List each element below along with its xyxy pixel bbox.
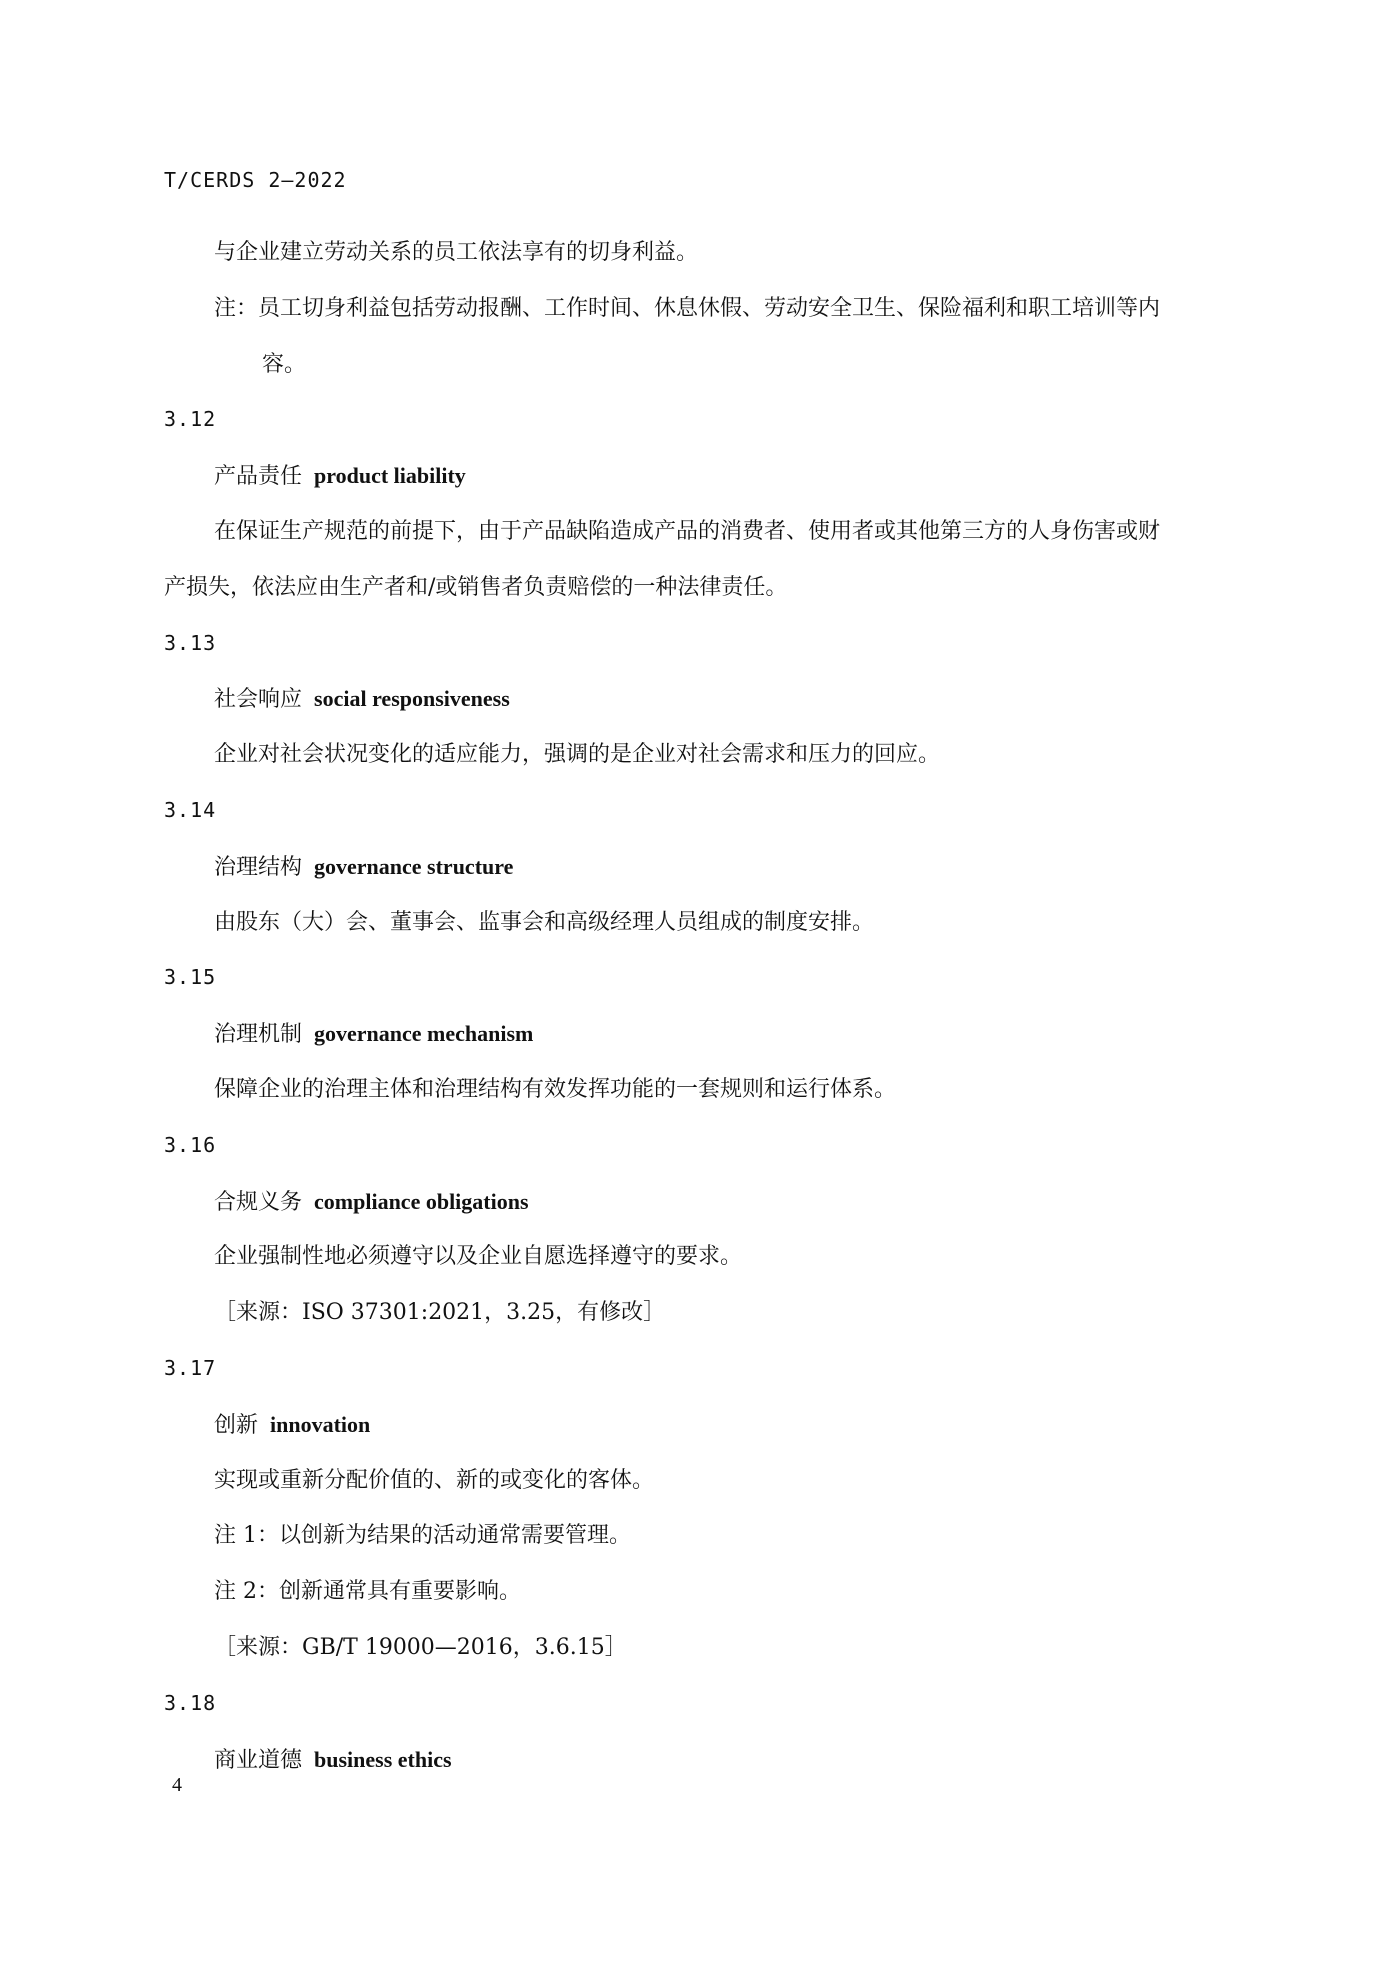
- term-name-en: business ethics: [314, 1747, 452, 1772]
- term-number: 3.17: [164, 1356, 217, 1380]
- term-name-zh: 产品责任: [214, 464, 303, 489]
- term-name-en: innovation: [270, 1412, 371, 1437]
- body-paragraph: 由股东（大）会、董事会、监事会和高级经理人员组成的制度安排。: [214, 910, 875, 935]
- body-paragraph: 保障企业的治理主体和治理结构有效发挥功能的一套规则和运行体系。: [214, 1077, 897, 1102]
- body-paragraph: 企业对社会状况变化的适应能力，强调的是企业对社会需求和压力的回应。: [214, 742, 941, 767]
- term-number: 3.15: [164, 965, 217, 989]
- term-heading: [214, 465, 466, 488]
- term-name-en: compliance obligations: [314, 1189, 529, 1214]
- body-paragraph: ［来源：GB/T 19000—2016，3.6.15］: [214, 1635, 627, 1660]
- note-text-continuation: 容。: [262, 352, 307, 377]
- term-number: 3.12: [164, 407, 217, 431]
- term-name-en: governance mechanism: [314, 1021, 534, 1046]
- term-heading: [214, 688, 510, 711]
- body-paragraph: 实现或重新分配价值的、新的或变化的客体。: [214, 1468, 655, 1493]
- term-number: 3.13: [164, 631, 217, 655]
- term-heading: [214, 1749, 452, 1772]
- page-number: 4: [172, 1774, 182, 1796]
- term-heading: [214, 1023, 533, 1046]
- body-paragraph: 注 2：创新通常具有重要影响。: [214, 1579, 521, 1604]
- term-name-zh: 社会响应: [214, 687, 303, 712]
- term-number: 3.16: [164, 1133, 217, 1157]
- term-name-en: governance structure: [314, 854, 514, 879]
- term-number: 3.14: [164, 798, 217, 822]
- body-paragraph: ［来源：ISO 37301:2021，3.25，有修改］: [214, 1300, 666, 1325]
- header-doc-code: T/CERDS 2—2022: [164, 168, 347, 192]
- body-paragraph-continuation: 产损失，依法应由生产者和/或销售者负责赔偿的一种法律责任。: [164, 575, 788, 600]
- term-number: 3.18: [164, 1691, 217, 1715]
- body-paragraph: 在保证生产规范的前提下，由于产品缺陷造成产品的消费者、使用者或其他第三方的人身伤害或财: [214, 519, 1161, 544]
- term-name-en: social responsiveness: [314, 686, 510, 711]
- term-name-zh: 治理机制: [214, 1022, 303, 1047]
- body-paragraph: 企业强制性地必须遵守以及企业自愿选择遵守的要求。: [214, 1244, 743, 1269]
- term-heading: [214, 1414, 370, 1437]
- term-heading: [214, 856, 513, 879]
- term-name-en: product liability: [314, 463, 466, 488]
- term-name-zh: 商业道德: [214, 1748, 303, 1773]
- term-name-zh: 合规义务: [214, 1190, 303, 1215]
- body-paragraph: 与企业建立劳动关系的员工依法享有的切身利益。: [214, 240, 699, 265]
- term-name-zh: 治理结构: [214, 855, 303, 880]
- body-paragraph: 注 1：以创新为结果的活动通常需要管理。: [214, 1523, 631, 1548]
- term-heading: [214, 1191, 529, 1214]
- note-text: 注：员工切身利益包括劳动报酬、工作时间、休息休假、劳动安全卫生、保险福利和职工培训等内: [214, 296, 1161, 321]
- term-name-zh: 创新: [214, 1413, 259, 1438]
